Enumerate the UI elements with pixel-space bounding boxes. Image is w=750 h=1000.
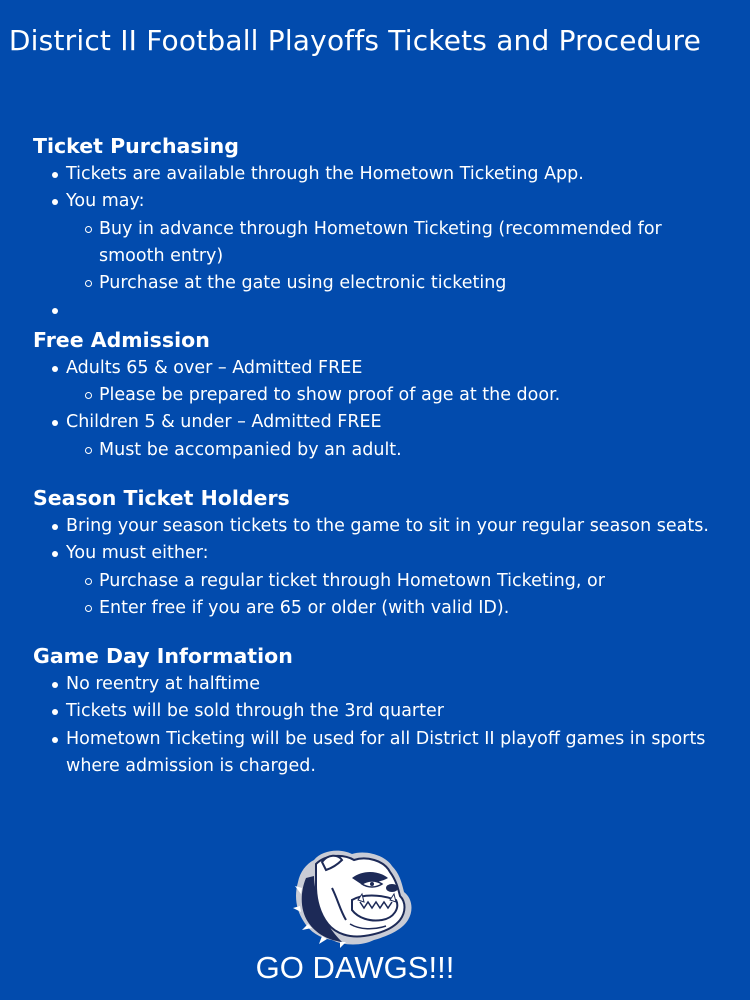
- empty-list-item: [66, 297, 713, 324]
- section-heading: Free Admission: [33, 327, 210, 352]
- bullet-list: [33, 671, 713, 780]
- bullet-list: [33, 161, 713, 325]
- page-title: District II Football Playoffs Tickets and Procedure: [8, 24, 702, 57]
- list-item: No reentry at halftime: [66, 671, 713, 698]
- section-heading: Game Day Information: [33, 644, 293, 669]
- sub-bullet-list: [66, 568, 713, 623]
- section-ticket-purchasing: [33, 131, 713, 325]
- section-heading: Ticket Purchasing: [33, 134, 239, 158]
- sub-bullet-list: [66, 216, 713, 298]
- list-item: Bring your season tickets to the game to sit in your regular season seats.: [66, 513, 713, 540]
- list-item: [66, 540, 713, 622]
- spacer: [33, 622, 713, 641]
- sub-list-item: Must be accompanied by an adult.: [99, 437, 713, 464]
- list-item: Tickets are available through the Hometown Ticketing App.: [66, 161, 713, 188]
- list-item: [66, 409, 713, 464]
- section-game-day-information: [33, 641, 713, 780]
- list-item-text: You must either:: [66, 543, 209, 564]
- list-item-text: You may:: [66, 191, 145, 212]
- list-item: Tickets will be sold through the 3rd quarter: [66, 698, 713, 725]
- sub-list-item: Please be prepared to show proof of age at the door.: [99, 382, 713, 409]
- bullet-list: [33, 355, 713, 464]
- bulldog-mascot-icon: [292, 848, 416, 948]
- list-item: [66, 355, 713, 410]
- sub-bullet-list: [66, 382, 713, 409]
- section-heading: Season Ticket Holders: [33, 485, 290, 510]
- list-item: Hometown Ticketing will be used for all District II playoff games in sports where admission is charged.: [66, 726, 713, 781]
- spacer: [33, 464, 713, 483]
- bullet-list: [33, 513, 713, 622]
- sub-list-item: Purchase at the gate using electronic ticketing: [99, 270, 713, 297]
- list-item-text: Adults 65 & over – Admitted FREE: [66, 357, 363, 378]
- section-season-ticket-holders: [33, 483, 713, 622]
- section-free-admission: [33, 325, 713, 464]
- list-item: [66, 188, 713, 297]
- sub-list-item: Purchase a regular ticket through Hometown Ticketing, or: [99, 568, 713, 595]
- sub-list-item: Buy in advance through Hometown Ticketing (recommended for smooth entry): [99, 216, 713, 271]
- main-content: [33, 131, 713, 780]
- go-dawgs-slogan: GO DAWGS!!!: [255, 950, 455, 985]
- list-item-text: Children 5 & under – Admitted FREE: [66, 412, 382, 433]
- sub-list-item: Enter free if you are 65 or older (with valid ID).: [99, 595, 713, 622]
- sub-bullet-list: [66, 437, 713, 464]
